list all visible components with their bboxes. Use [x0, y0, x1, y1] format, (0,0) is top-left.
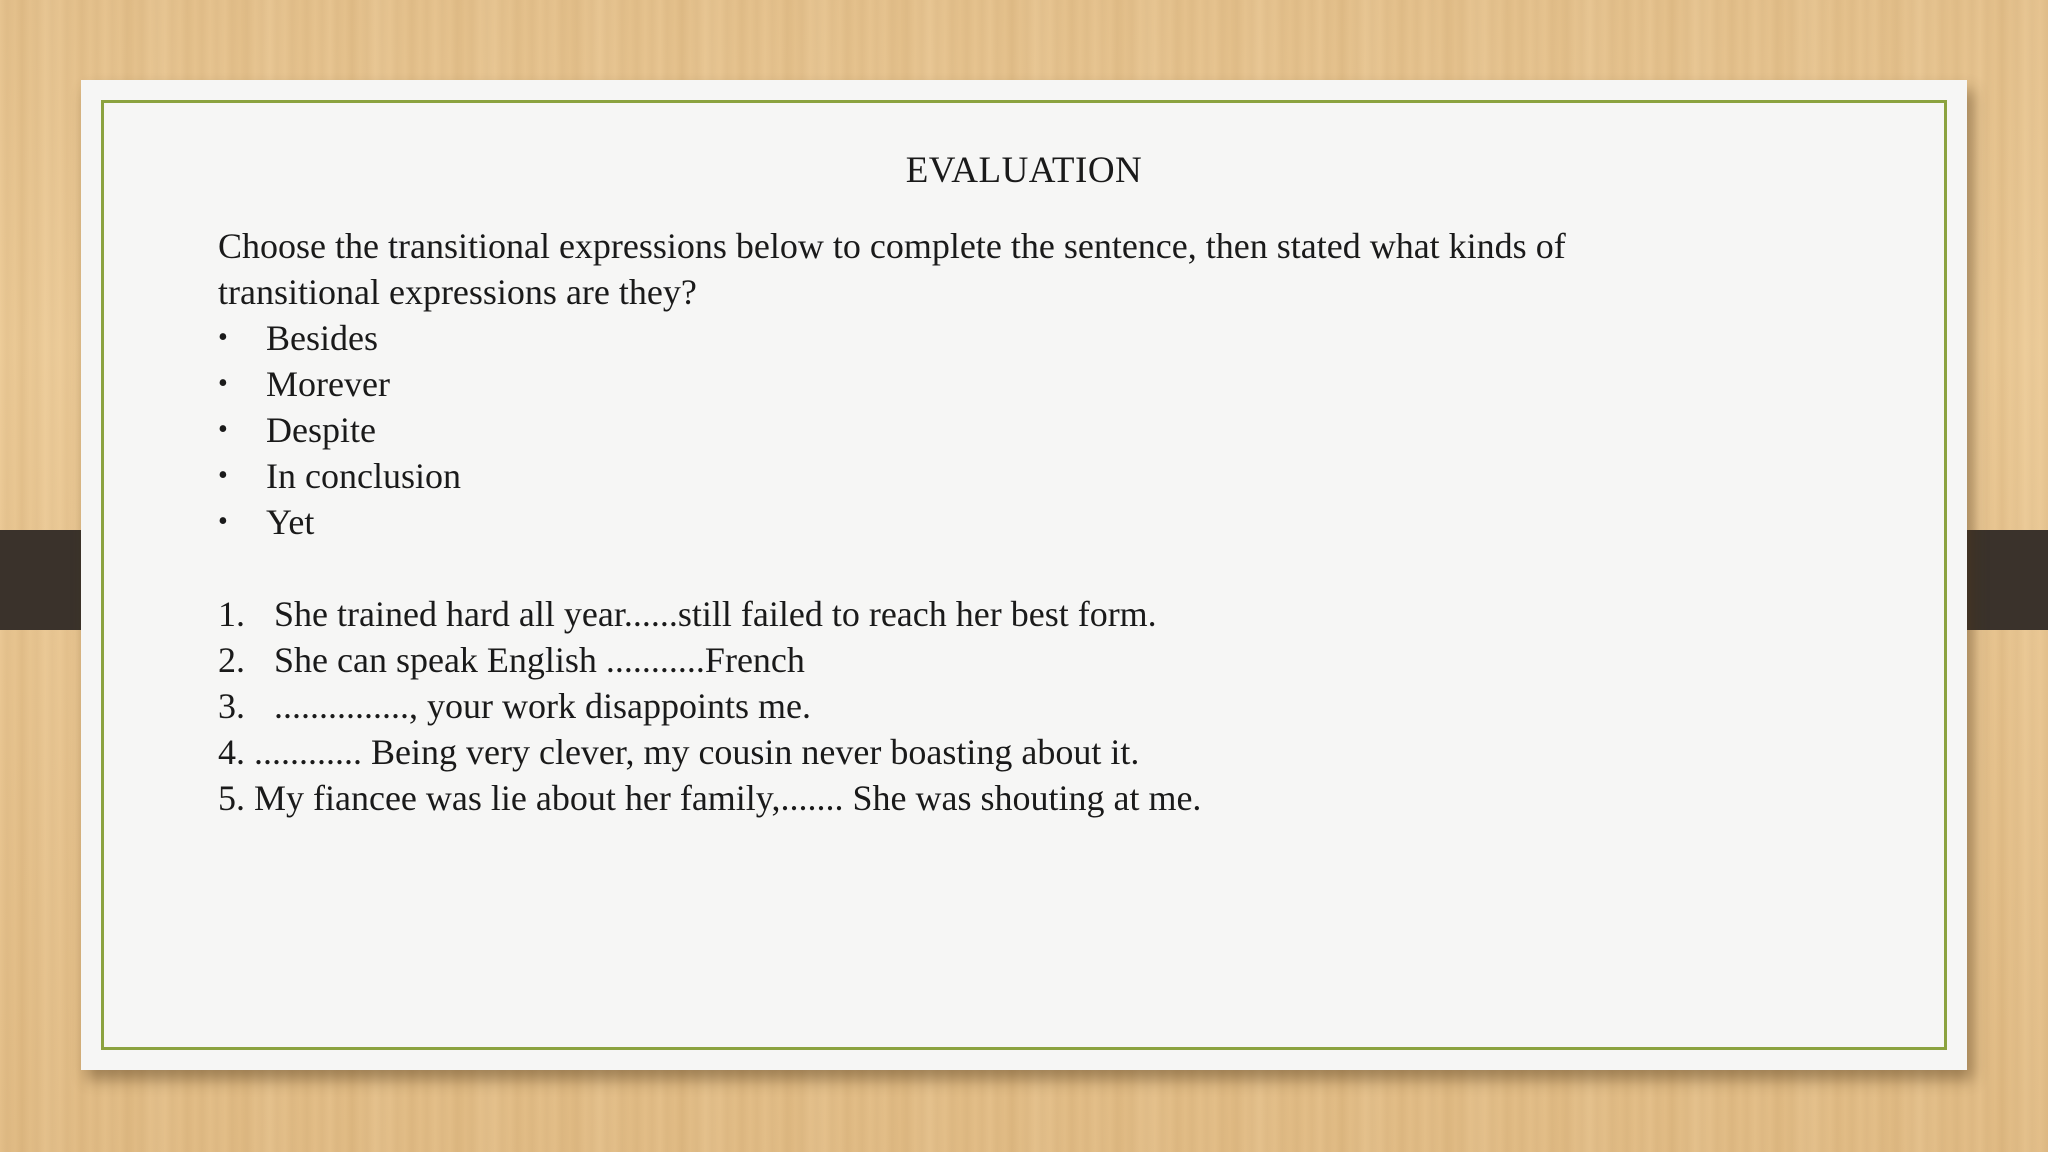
question-text: She can speak English ...........French — [274, 640, 805, 680]
question-text: My fiancee was lie about her family,....... She was shouting at me. — [254, 778, 1202, 818]
spacer — [218, 545, 1718, 591]
question-text: She trained hard all year......still failed to reach her best form. — [274, 594, 1157, 634]
question-number: 4. — [218, 732, 245, 772]
option-label: Besides — [266, 318, 378, 358]
option-item — [218, 315, 1718, 361]
options-list — [218, 315, 1718, 545]
bullet-icon: • — [218, 460, 228, 491]
bullet-icon: • — [218, 414, 228, 445]
slide-title: EVALUATION — [905, 150, 1143, 191]
question-number: 1. — [218, 594, 245, 634]
question-number: 3. — [218, 686, 245, 726]
slide — [81, 80, 1967, 1070]
option-item — [218, 407, 1718, 453]
option-label: In conclusion — [266, 456, 461, 496]
bullet-icon: • — [218, 322, 228, 353]
question-item — [218, 729, 1718, 775]
instruction-text: Choose the transitional expressions below to complete the sentence, then stated what kinds of transitional expressions are they? — [218, 226, 1566, 312]
question-item — [218, 591, 1718, 637]
option-label: Yet — [266, 502, 315, 542]
option-item — [218, 361, 1718, 407]
question-number: 5. — [218, 778, 245, 818]
option-label: Despite — [266, 410, 376, 450]
option-item — [218, 453, 1718, 499]
option-item — [218, 499, 1718, 545]
question-item — [218, 683, 1718, 729]
slide-content — [218, 223, 1718, 821]
question-item — [218, 775, 1718, 821]
bullet-icon: • — [218, 368, 228, 399]
question-text: ............ Being very clever, my cousin never boasting about it. — [254, 732, 1140, 772]
question-text: ..............., your work disappoints me. — [274, 686, 811, 726]
question-number: 2. — [218, 640, 245, 680]
bullet-icon: • — [218, 506, 228, 537]
option-label: Morever — [266, 364, 390, 404]
question-item — [218, 637, 1718, 683]
